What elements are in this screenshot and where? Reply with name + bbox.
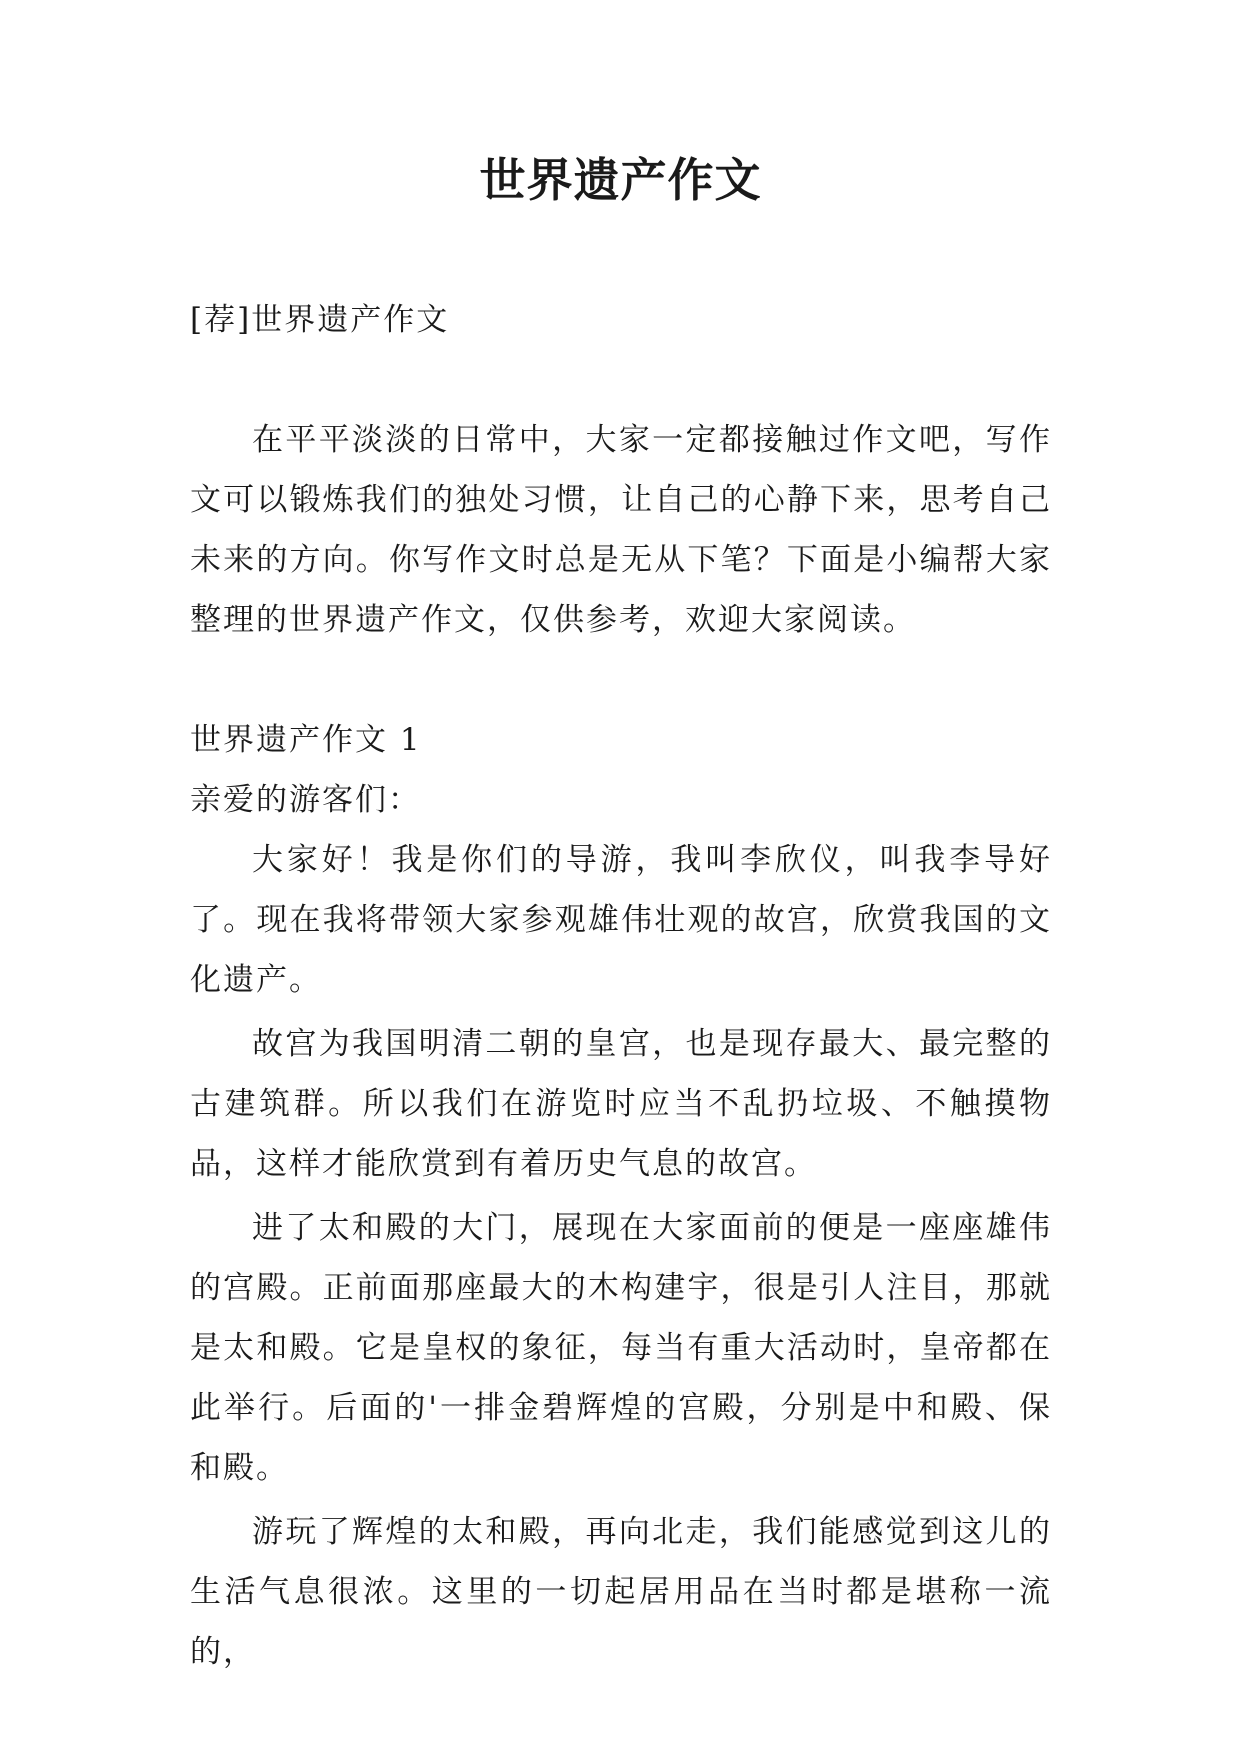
section-heading: 世界遗产作文 1: [190, 722, 422, 758]
spacer: [190, 650, 1052, 710]
intro-paragraph: 在平平淡淡的日常中，大家一定都接触过作文吧，写作文可以锻炼我们的独处习惯，让自己的心静下来，思考自己未来的方向。你写作文时总是无从下笔？下面是小编帮大家整理的世界遗产作文，仅供参考，欢迎大家阅读。: [190, 422, 1052, 638]
spacer: [190, 350, 1052, 410]
body-paragraph: 故宫为我国明清二朝的皇宫，也是现存最大、最完整的古建筑群。所以我们在游览时应当不乱扔垃圾、不触摸物品，这样才能欣赏到有着历史气息的故宫。: [190, 1026, 1052, 1182]
subtitle: [荐]世界遗产作文: [190, 302, 450, 338]
body-paragraph: 游玩了辉煌的太和殿，再向北走，我们能感觉到这儿的生活气息很浓。这里的一切起居用品在当时都是堪称一流的，: [190, 1514, 1052, 1670]
document-body: [190, 290, 1052, 1682]
body-paragraph: 进了太和殿的大门，展现在大家面前的便是一座座雄伟的宫殿。正前面那座最大的木构建宇，很是引人注目，那就是太和殿。它是皇权的象征，每当有重大活动时，皇帝都在此举行。后面的'一排金碧辉煌的宫殿，分别是中和殿、保和殿。: [190, 1210, 1052, 1486]
body-paragraph: 大家好！我是你们的导游，我叫李欣仪，叫我李导好了。现在我将带领大家参观雄伟壮观的故宫，欣赏我国的文化遗产。: [190, 842, 1052, 998]
document-title: 世界遗产作文: [479, 153, 762, 207]
greeting: 亲爱的游客们：: [190, 782, 421, 818]
